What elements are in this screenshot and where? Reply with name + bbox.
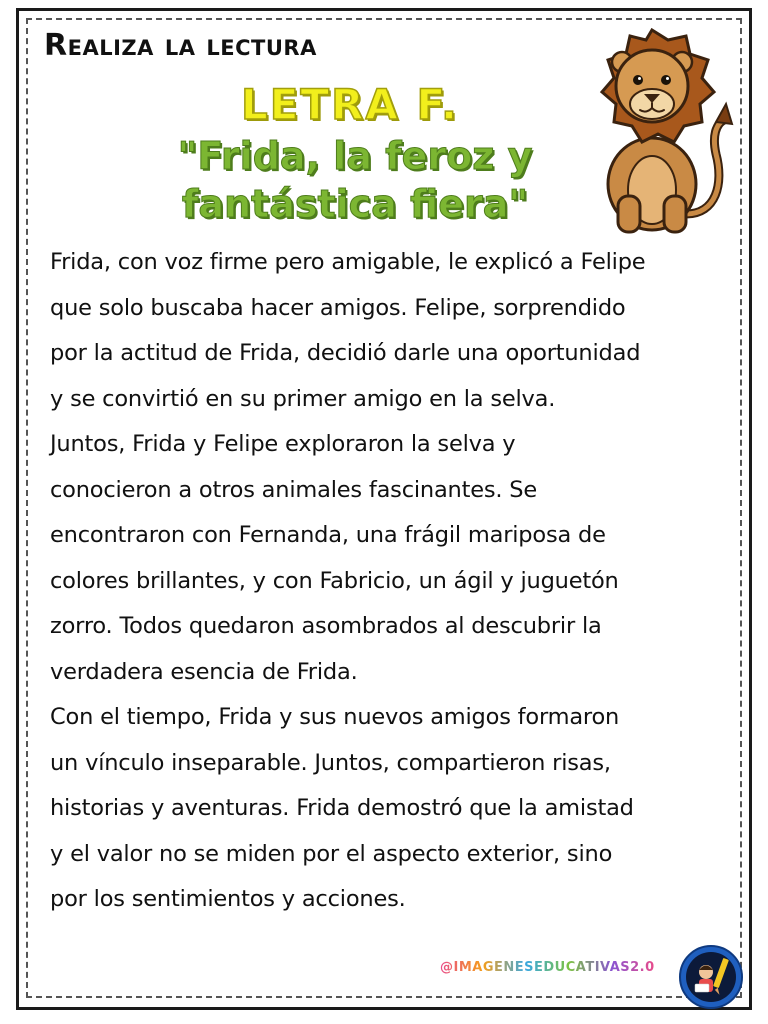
story-line: zorro. Todos quedaron asombrados al descubrir la	[50, 613, 602, 639]
story-line: y el valor no se miden por el aspecto exterior, sino	[50, 840, 613, 867]
story-title-line-1: "Frida, la feroz y	[177, 134, 533, 178]
story-line: conocieron a otros animales fascinantes. Se	[50, 476, 538, 503]
lion-icon	[566, 24, 738, 236]
story-line: un vínculo inseparable. Juntos, compartieron risas,	[50, 749, 611, 776]
story-line: y se convirtió en su primer amigo en la selva.	[50, 385, 556, 412]
activity-heading: Realiza la lectura	[44, 28, 317, 63]
story-line: encontraron con Fernanda, una frágil mariposa de	[50, 522, 606, 548]
letter-title: LETRA F.	[240, 80, 460, 129]
story-line: que solo buscaba hacer amigos. Felipe, sorprendido	[50, 294, 626, 321]
story-title-line-2: fantástica fiera"	[181, 182, 529, 226]
story-text	[50, 240, 740, 923]
story-line: Con el tiempo, Frida y sus nuevos amigos formaron	[50, 704, 620, 730]
story-line: por los sentimientos y acciones.	[50, 886, 406, 912]
watermark-credit: @IMAGENESEDUCATIVAS2.0	[440, 960, 655, 975]
story-line: Frida, con voz firme pero amigable, le explicó a Felipe	[50, 249, 646, 275]
school-boy-reading-icon	[678, 944, 744, 1010]
story-line: historias y aventuras. Frida demostró que la amistad	[50, 795, 634, 821]
story-line: por la actitud de Frida, decidió darle una oportunidad	[50, 340, 641, 366]
story-line: Juntos, Frida y Felipe exploraron la selva y	[50, 431, 516, 457]
story-line: verdadera esencia de Frida.	[50, 658, 358, 685]
story-title	[120, 132, 590, 228]
story-line: colores brillantes, y con Fabricio, un ágil y juguetón	[50, 567, 619, 594]
